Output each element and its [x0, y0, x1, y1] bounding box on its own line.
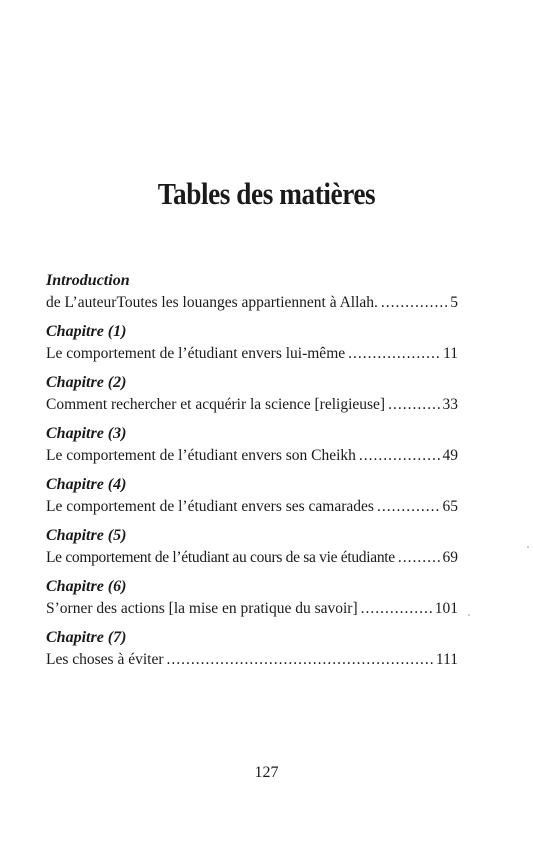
toc-line	[46, 394, 458, 416]
toc-entry-chapter-6	[46, 576, 458, 620]
toc-heading: Chapitre (7)	[46, 629, 127, 646]
toc-line	[46, 343, 458, 365]
toc-entry-text: de L’auteurToutes les louanges appartiennent à Allah.	[46, 294, 378, 311]
toc-heading: Chapitre (1)	[46, 323, 127, 340]
toc-entry-text: Le comportement de l’étudiant au cours de sa vie étudiante	[46, 549, 395, 566]
toc-entry-text: S’orner des actions [la mise en pratique du savoir]	[46, 600, 358, 617]
toc-heading: Chapitre (4)	[46, 476, 127, 493]
toc-line	[46, 598, 458, 620]
toc-heading: Chapitre (3)	[46, 425, 127, 442]
toc-line	[46, 292, 458, 314]
dot-leader	[381, 292, 447, 314]
scan-speck	[527, 546, 529, 548]
toc-entry-chapter-2	[46, 372, 458, 416]
toc-page-number: 65	[442, 498, 458, 515]
toc-entry-chapter-3	[46, 423, 458, 467]
toc-line	[46, 445, 458, 467]
toc-page-number: 11	[443, 345, 458, 362]
page-title: Tables des matières	[157, 176, 376, 211]
toc-page-number: 111	[435, 651, 458, 668]
toc-entry-text: Les choses à éviter	[46, 651, 164, 668]
toc-entry-chapter-5	[46, 525, 458, 569]
toc-line	[46, 547, 458, 569]
toc-entry-text: Le comportement de l’étudiant envers ses camarades	[46, 498, 374, 515]
toc-entry-chapter-7	[46, 627, 458, 671]
toc-line	[46, 496, 458, 518]
toc-heading: Chapitre (6)	[46, 578, 127, 595]
dot-leader	[359, 445, 440, 467]
toc-entry-introduction	[46, 270, 458, 314]
toc-page-number: 69	[442, 549, 458, 566]
toc-heading: Chapitre (5)	[46, 527, 127, 544]
toc-heading: Introduction	[46, 272, 130, 289]
toc-page-number: 101	[434, 600, 458, 617]
toc-page-number: 33	[442, 396, 458, 413]
dot-leader	[348, 343, 440, 365]
toc-page-number: 49	[442, 447, 458, 464]
toc-line	[46, 649, 458, 671]
dot-leader	[377, 496, 440, 518]
toc-entry-text: Comment rechercher et acquérir la science [religieuse]	[46, 396, 386, 413]
scan-speck	[468, 614, 470, 616]
dot-leader	[361, 598, 432, 620]
toc-entry-chapter-4	[46, 474, 458, 518]
dot-leader	[398, 547, 440, 569]
page-number: 127	[254, 764, 279, 781]
table-of-contents	[46, 270, 458, 678]
toc-heading: Chapitre (2)	[46, 374, 127, 391]
toc-entry-text: Le comportement de l’étudiant envers lui-même	[46, 345, 346, 362]
dot-leader	[388, 394, 439, 416]
toc-entry-text: Le comportement de l’étudiant envers son Cheikh	[46, 447, 356, 464]
toc-page-number: 5	[450, 294, 458, 311]
dot-leader	[167, 649, 433, 671]
toc-entry-chapter-1	[46, 321, 458, 365]
